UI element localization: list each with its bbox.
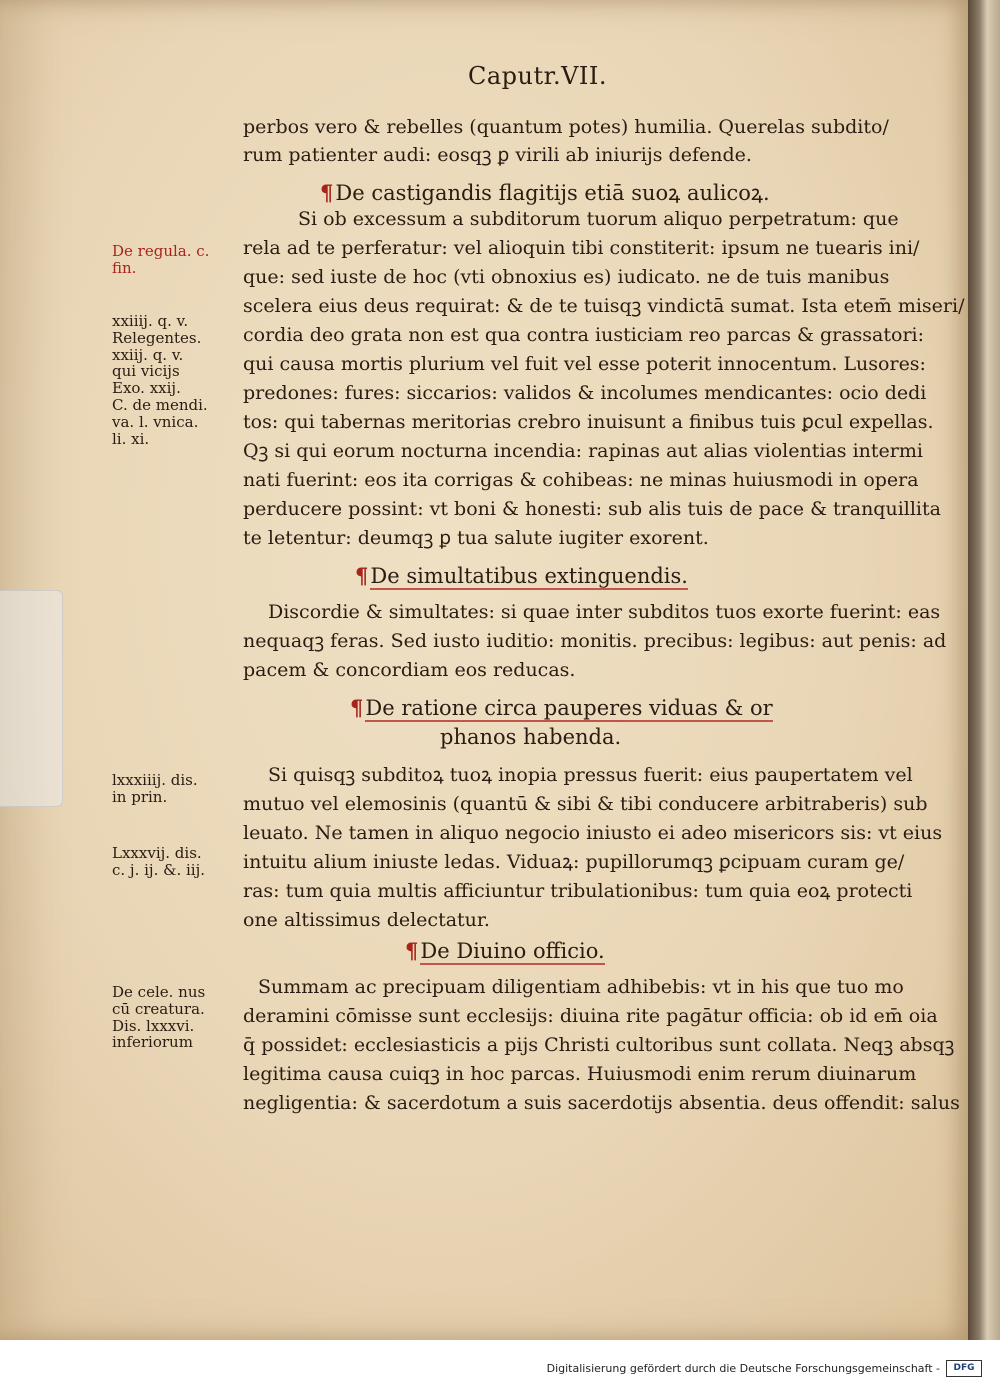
- margin-note: De cele. nus cū creatura. Dis. lxxxvi. inferiorum: [112, 983, 206, 1052]
- text-line: rela ad te perferatur: vel alioquin tibi constiterit: ipsum ne tuearis ini/: [243, 237, 920, 259]
- text-line: pacem & concordiam eos reducas.: [243, 659, 576, 681]
- page-clip: [0, 590, 63, 807]
- section-heading: [350, 697, 773, 719]
- text-line: predones: fures: siccarios: validos & incolumes mendicantes: ocio dedi: [243, 382, 927, 404]
- text-line: nequaqꝫ feras. Sed iusto iuditio: monitis. precibus: legibus: aut penis: ad: [243, 630, 947, 652]
- heading-text: De Diuino officio.: [420, 939, 605, 963]
- text-line: qui causa mortis plurium vel fuit vel esse poterit innocentum. Lusores:: [243, 353, 926, 375]
- text-line: intuitu alium iniuste ledas. Viduaꝝ: pupillorumqꝫ ꝑcipuam curam ge/: [243, 851, 905, 873]
- margin-note: Lxxxvij. dis. c. j. ij. &. iij.: [112, 844, 206, 879]
- text-line: one altissimus delectatur.: [243, 909, 490, 931]
- pilcrow-icon: ¶: [405, 938, 419, 963]
- text-line: legitima causa cuiqꝫ in hoc parcas. Huiusmodi enim rerum diuinarum: [243, 1063, 917, 1085]
- text-line: Discordie & simultates: si quae inter subditos tuos exorte fuerint: eas: [268, 601, 941, 623]
- text-line: perducere possint: vt boni & honesti: sub alis tuis de pace & tranquillita: [243, 498, 941, 520]
- section-heading: [355, 565, 688, 587]
- text-line: ras: tum quia multis afficiuntur tribulationibus: tum quia eoꝝ protecti: [243, 880, 913, 902]
- margin-note: De regula. c. fin.: [112, 242, 210, 277]
- book-binding: [968, 0, 1000, 1340]
- heading-text: De ratione circa pauperes viduas & or: [365, 696, 773, 720]
- margin-note: lxxxiiij. dis. in prin.: [112, 771, 198, 806]
- text-line: perbos vero & rebelles (quantum potes) humilia. Querelas subdito/: [243, 116, 889, 138]
- text-line: Qꝫ si qui eorum nocturna incendia: rapinas aut alias violentias intermi: [243, 440, 923, 462]
- footer-credit: Digitalisierung gefördert durch die Deutsche Forschungsgemeinschaft -: [546, 1362, 940, 1375]
- dfg-logo: DFG: [946, 1360, 982, 1377]
- page-header: Caputr.VII.: [468, 62, 608, 90]
- text-line: negligentia: & sacerdotum a suis sacerdotijs absentia. deus offendit: salus: [243, 1092, 960, 1114]
- pilcrow-icon: ¶: [350, 695, 364, 720]
- text-line: scelera eius deus requirat: & de te tuisqꝫ vindictā sumat. Ista etem̄ miseri/: [243, 295, 965, 317]
- text-line: Si quisqꝫ subditoꝝ tuoꝝ inopia pressus fuerit: eius paupertatem vel: [268, 764, 913, 786]
- section-heading-cont: phanos habenda.: [440, 725, 622, 749]
- text-line: tos: qui tabernas meritorias crebro inuisunt a finibus tuis ꝑcul expellas.: [243, 411, 934, 433]
- text-line: q̄ possidet: ecclesiasticis a pijs Christi cultoribus sunt collata. Neqꝫ absqꝫ: [243, 1034, 955, 1056]
- section-heading: [405, 940, 605, 962]
- text-line: mutuo vel elemosinis (quantū & sibi & tibi conducere arbitraberis) sub: [243, 793, 928, 815]
- pilcrow-icon: ¶: [355, 563, 369, 588]
- text-line: deramini cōmisse sunt ecclesijs: diuina rite pagātur officia: ob id em̄ oia: [243, 1005, 938, 1027]
- text-line: Summam ac precipuam diligentiam adhibebis: vt in his que tuo mo: [258, 976, 904, 998]
- section-heading: [320, 182, 770, 204]
- text-line: nati fuerint: eos ita corrigas & cohibeas: ne minas huiusmodi in opera: [243, 469, 919, 491]
- heading-text: De castigandis flagitijs etiā suoꝝ aulicoꝝ.: [335, 181, 770, 205]
- text-line: te letentur: deumqꝫ ꝑ tua salute iugiter exorent.: [243, 527, 709, 549]
- text-line: cordia deo grata non est qua contra iusticiam reo parcas & grassatori:: [243, 324, 925, 346]
- text-line: que: sed iuste de hoc (vti obnoxius es) iudicato. ne de tuis manibus: [243, 266, 890, 288]
- text-line: rum patienter audi: eosqꝫ ꝑ virili ab iniurijs defende.: [243, 144, 752, 166]
- text-line: Si ob excessum a subditorum tuorum aliquo perpetratum: que: [298, 208, 899, 230]
- margin-note: xxiiij. q. v. Relegentes. xxiij. q. v. qui vicijs Exo. xxij. C. de mendi. va. l. vnica. li. xi.: [112, 312, 208, 448]
- text-line: leuato. Ne tamen in aliquo negocio iniusto ei adeo misericors sis: vt eius: [243, 822, 943, 844]
- pilcrow-icon: ¶: [320, 180, 334, 205]
- heading-text: De simultatibus extinguendis.: [370, 564, 688, 588]
